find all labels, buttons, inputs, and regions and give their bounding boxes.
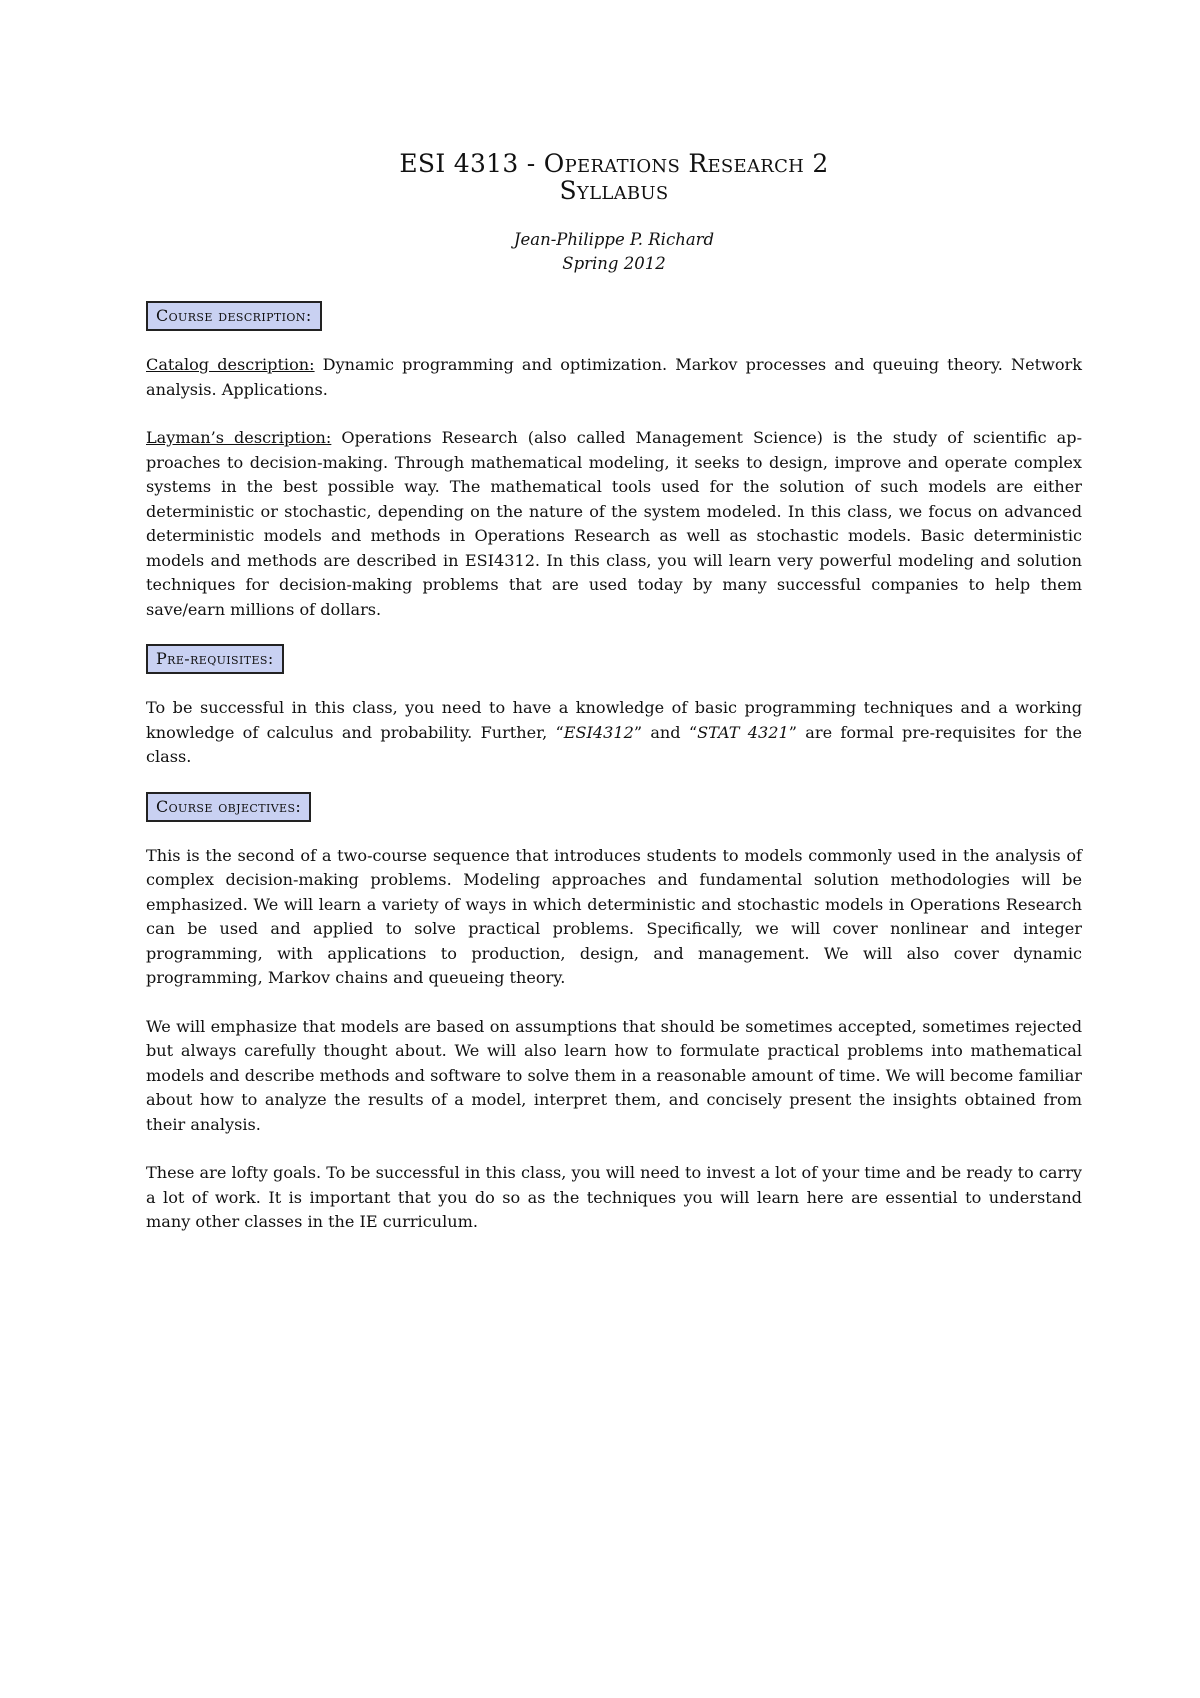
section-heading-course-objectives: Course objectives: [146,792,311,822]
title-syllabus: Syllabus [559,176,669,205]
document-title [146,150,1082,204]
title-course: ESI 4313 - Operations Research 2 [399,149,829,178]
section-prerequisites [146,644,1082,770]
objectives-paragraph-2: We will emphasize that models are based on assumptions that should be sometimes accepted, sometimes rejected but always carefully thought about. We will also learn how to formulate practical problems into mathematical models and describe methods and software to solve them in a reasonable amount of time. We will become familiar about how to analyze the results of a model, interpret them, and concisely present the insights obtained from their analysis. [146,1016,1082,1134]
layman-description-text: Operations Research (also called Management Science) is the study of scientific approaches to decision-making. Through mathematical modeling, it seeks to design, improve and operate complex systems in the best possible way. The mathematical tools used for the solution of such models are either deterministic or stochastic, depending on the nature of the system modeled. In this class, we focus on advanced deterministic models and methods in Operations Research as well as stochastic models. Basic deterministic models and methods are described in ESI4312. In this class, you will learn very powerful modeling and solution techniques for decision-making problems that are used today by many successful companies to help them save/earn millions of dollars. [146,428,1083,619]
prerequisites-text-end: ” are formal pre-requisites for the class. [146,722,1082,766]
layman-description-label: Layman’s description: [146,428,332,447]
prerequisites-text-start: To be successful in this class, you need to have a knowledge of basic programming techniques and a working knowledge of calculus and probability. Further, “ [146,698,1082,742]
author-name: Jean-Philippe P. Richard [513,230,715,249]
syllabus-page [146,150,1082,1235]
section-heading-prerequisites: Pre-requisites: [146,644,284,674]
section-course-description [146,301,1082,622]
layman-description [146,426,1082,622]
catalog-description-label: Catalog description: [146,355,315,374]
term: Spring 2012 [562,254,666,273]
catalog-description [146,353,1082,402]
section-heading-course-description: Course description: [146,301,322,331]
objectives-paragraph-1: This is the second of a two-course sequence that introduces students to models commonly used in the analysis of complex decision-making problems. Modeling approaches and fundamental solution methodologies will be emphasized. We will learn a variety of ways in which deterministic and stochastic models in Operations Research can be used and applied to solve practical problems. Specifically, we will cover nonlinear and integer programming, with applications to production, design, and management. We will also cover dynamic programming, Markov chains and queueing theory. [146,845,1082,987]
objectives-paragraph-3: These are lofty goals. To be successful in this class, you will need to invest a lot of your time and be ready to carry a lot of work. It is important that you do so as the techniques you will learn here are essential to understand many other classes in the IE curriculum. [146,1163,1082,1231]
catalog-description-text: Dynamic programming and optimization. Markov processes and queuing theory. Network analysis. Applications. [146,355,1083,399]
prerequisites-text-middle: ” and “ [633,722,698,742]
section-course-objectives [146,792,1082,1235]
prerequisite-course-esi4312: ESI4312 [563,722,634,742]
document-meta [146,228,1082,276]
prerequisite-course-stat4321: STAT 4321 [697,722,789,742]
prerequisites-text [146,696,1082,770]
